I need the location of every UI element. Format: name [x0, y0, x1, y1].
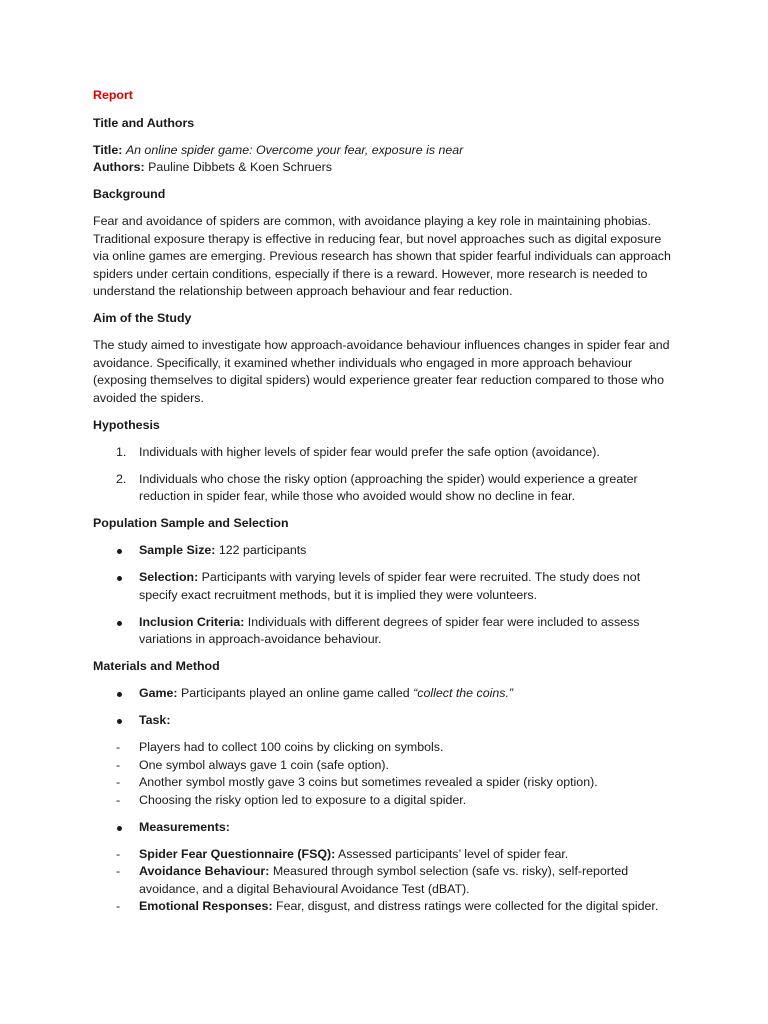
hypothesis-number: 1.: [116, 444, 127, 459]
task-item-text: Another symbol mostly gave 3 coins but sometimes revealed a spider (risky option).: [139, 775, 598, 789]
authors-line: [93, 159, 678, 177]
measurement-label: Avoidance Behaviour:: [139, 864, 270, 878]
title-line: [93, 142, 678, 160]
title-authors-block: [93, 142, 678, 177]
heading-title-authors: Title and Authors: [93, 115, 195, 130]
dash-icon: -: [116, 846, 121, 861]
measurement-text: Assessed participants’ level of spider fear.: [335, 846, 569, 861]
bullet-icon: [117, 692, 122, 697]
dash-icon: -: [116, 899, 121, 913]
measurement-item: [93, 898, 678, 916]
hypothesis-item: [93, 471, 678, 506]
task-item: [93, 739, 678, 757]
population-list: [93, 542, 678, 649]
task-label: Task:: [139, 713, 171, 727]
game-name: “collect the coins.”: [413, 686, 514, 700]
heading-hypothesis: Hypothesis: [93, 417, 160, 432]
bullet-icon: [117, 826, 122, 831]
measurement-label: Emotional Responses:: [139, 899, 273, 913]
bullet-icon: [117, 549, 122, 554]
task-item-text: One symbol always gave 1 coin (safe option).: [139, 757, 390, 772]
task-item-text: Players had to collect 100 coins by clicking on symbols.: [139, 740, 444, 754]
bullet-icon: [117, 576, 122, 581]
heading-aim: Aim of the Study: [93, 311, 192, 325]
authors-names: Pauline Dibbets & Koen Schruers: [148, 160, 332, 174]
materials-item-measurements: [93, 819, 678, 837]
aim-paragraph: The study aimed to investigate how approach-avoidance behaviour influences changes in spider fear and avoidance. Specifically, it examined whether individuals who engaged in more approach behaviour (exposing themselves to digital spiders) would experience greater fear reduction compared to those who avoided the spiders.: [93, 338, 670, 405]
hypothesis-item: [93, 444, 678, 462]
population-item-label: Inclusion Criteria:: [139, 614, 245, 629]
game-label: Game:: [139, 686, 178, 700]
materials-measurements-list: [93, 819, 678, 837]
heading-population: Population Sample and Selection: [93, 516, 289, 530]
population-item-text: Participants with varying levels of spider fear were recruited. The study does not specify exact recruitment methods, but it is implied they were volunteers.: [139, 570, 641, 602]
heading-materials: Materials and Method: [93, 659, 220, 673]
report-label: Report: [93, 88, 133, 102]
paper-title: An online spider game: Overcome your fear, exposure is near: [125, 142, 464, 157]
population-item-label: Sample Size:: [139, 543, 216, 557]
materials-item-task: [93, 712, 678, 730]
hypothesis-list: [93, 444, 678, 506]
task-list: [93, 739, 678, 809]
bullet-icon: [117, 719, 122, 724]
game-text: Participants played an online game called: [177, 686, 414, 700]
measurement-list: [93, 846, 678, 916]
hypothesis-text: Individuals who chose the risky option (approaching the spider) would experience a greater reduction in spider fear, while those who avoided would show no decline in fear.: [139, 471, 638, 503]
materials-game-list: [93, 685, 678, 730]
authors-prefix: Authors:: [93, 160, 145, 174]
dash-icon: -: [116, 864, 121, 878]
measurement-text: Measured through symbol selection (safe vs. risky), self-reported avoidance, and a digital Behavioural Avoidance Test (dBAT).: [139, 864, 629, 896]
measurement-label: Spider Fear Questionnaire (FSQ):: [139, 846, 336, 861]
measurements-label: Measurements:: [139, 819, 230, 834]
heading-background: Background: [93, 187, 166, 201]
task-item-text: Choosing the risky option led to exposure to a digital spider.: [139, 792, 467, 807]
measurement-text: Fear, disgust, and distress ratings were collected for the digital spider.: [272, 899, 659, 913]
population-item: [93, 569, 678, 604]
task-item: [93, 792, 678, 810]
measurement-item: [93, 863, 678, 898]
bullet-icon: [117, 621, 122, 626]
population-item-text: 122 participants: [215, 543, 307, 557]
population-item-text: Individuals with different degrees of spider fear were included to assess variations in approach-avoidance behaviour.: [139, 614, 640, 646]
hypothesis-number: 2.: [116, 471, 127, 486]
population-item-label: Selection:: [139, 570, 199, 584]
dash-icon: -: [116, 740, 121, 754]
title-prefix: Title:: [93, 142, 123, 157]
measurement-item: [93, 846, 678, 864]
dash-icon: -: [116, 757, 121, 772]
task-item: [93, 774, 678, 792]
dash-icon: -: [116, 792, 121, 807]
document-content: [93, 87, 678, 925]
task-item: [93, 757, 678, 775]
population-item: [93, 614, 678, 649]
population-item: [93, 542, 678, 560]
materials-item-game: [93, 685, 678, 703]
background-paragraph: Fear and avoidance of spiders are common, with avoidance playing a key role in maintaining phobias. Traditional exposure therapy is effective in reducing fear, but novel approaches such as digital exposure via online games are emerging. Previous research has shown that spider fearful individuals can approach spiders under certain conditions, especially if there is a reward. However, more research is needed to understand the relationship between approach behaviour and fear reduction.: [93, 214, 671, 298]
dash-icon: -: [116, 775, 121, 789]
hypothesis-text: Individuals with higher levels of spider fear would prefer the safe option (avoidance).: [139, 444, 600, 459]
